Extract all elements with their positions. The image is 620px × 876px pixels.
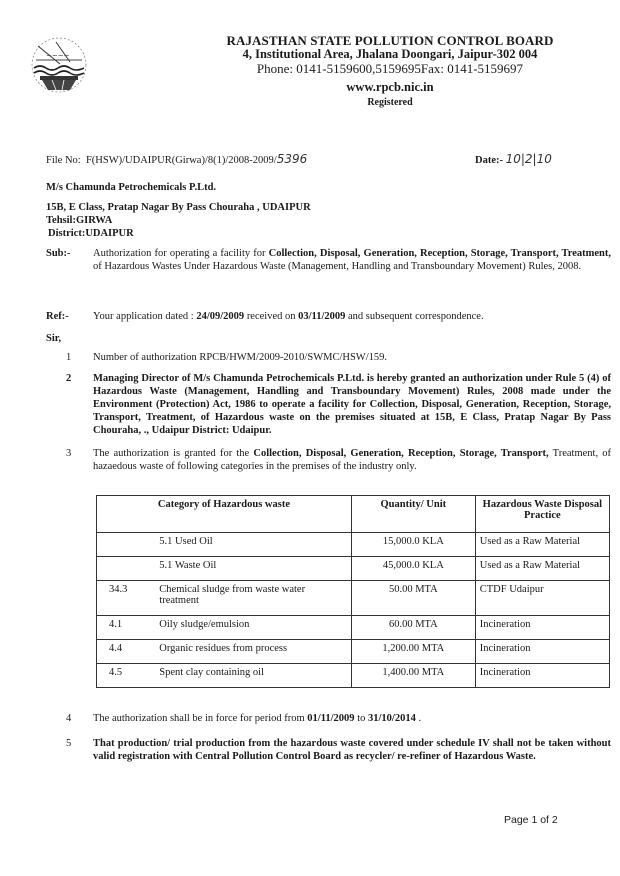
waste-disposal: Incineration xyxy=(475,664,609,688)
registration-condition-text: That production/ trial production from the hazardous waste covered under schedule IV shall not be taken without valid registration with Central Pollution Control Board as recycler/ re-refiner of Hazardous Waste. xyxy=(93,738,611,762)
waste-code: 4.1 xyxy=(97,616,156,640)
organization-name: RAJASTHAN STATE POLLUTION CONTROL BOARD xyxy=(226,33,554,48)
rpcb-emblem-icon xyxy=(30,36,88,94)
letter-date xyxy=(475,153,552,167)
header-disposal: Hazardous Waste Disposal Practice xyxy=(475,496,609,533)
waste-quantity: 1,400.00 MTA xyxy=(351,664,475,688)
date-handwritten: 10|2|10 xyxy=(505,152,552,166)
waste-quantity: 1,200.00 MTA xyxy=(351,640,475,664)
scope-text-bold: Collection, Disposal, Generation, Reception, Storage, Transport, xyxy=(253,448,549,459)
waste-category: Organic residues from process xyxy=(155,640,351,664)
addressee-name: M/s Chamunda Petrochemicals P.Ltd. xyxy=(46,182,217,193)
scope-text-pre: The authorization is granted for the xyxy=(93,448,254,459)
validity-from-date: 01/11/2009 xyxy=(307,713,355,724)
ref-label: Ref:- xyxy=(46,311,69,322)
validity-to-date: 31/10/2014 xyxy=(367,713,416,724)
file-number-handwritten: 5396 xyxy=(276,152,308,166)
waste-code: 34.3 xyxy=(97,581,156,616)
waste-disposal: Incineration xyxy=(475,616,609,640)
waste-category: Spent clay containing oil xyxy=(155,664,351,688)
organization-address: 4, Institutional Area, Jhalana Doongari, Jaipur-302 004 xyxy=(242,47,538,61)
organization-website[interactable]: www.rpcb.nic.in xyxy=(346,80,434,94)
authorization-grant-text: Managing Director of M/s Chamunda Petrochemicals P.Ltd. is hereby granted an authorization under Rule 5 (4) of Hazardous Waste (Management, Handling and Transboundary Movement) Rules, 2008 made under the Environment (Protection) Act, 1986 to operate a facility for Collection, Disposal, Generation, Reception, Storage, Transport, Treatment, of Hazardous waste on the premises situated at 15B, E Class, Pratap Nagar By Pass Chouraha, ., Udaipur District: Udaipur. xyxy=(93,373,611,436)
table-row xyxy=(97,616,610,640)
file-number xyxy=(46,153,307,167)
waste-quantity: 15,000.0 KLA xyxy=(351,533,475,557)
ref-text xyxy=(93,310,611,323)
ref-text-3: and subsequent correspondence. xyxy=(345,311,484,322)
header-category: Category of Hazardous waste xyxy=(97,496,352,533)
date-label: Date:- xyxy=(475,155,503,166)
validity-text-post: . xyxy=(415,713,422,724)
organization-phone: Phone: 0141-5159600,5159695Fax: 0141-5159697 xyxy=(256,61,524,76)
authorization-scope-text xyxy=(93,447,611,473)
table-row xyxy=(97,533,610,557)
waste-quantity: 60.00 MTA xyxy=(351,616,475,640)
waste-category: Chemical sludge from waste water treatment xyxy=(155,581,351,616)
subject-text-post: of Hazardous Wastes Under Hazardous Waste (Management, Handling and Transboundary Movement) Rules, 2008. xyxy=(93,261,582,272)
waste-code: 4.4 xyxy=(97,640,156,664)
item-number: 3 xyxy=(66,448,72,459)
application-date: 24/09/2009 xyxy=(196,311,245,322)
waste-disposal: CTDF Udaipur xyxy=(475,581,609,616)
page-number: Page 1 of 2 xyxy=(504,814,558,826)
item-number: 4 xyxy=(66,713,72,724)
subject-text xyxy=(93,247,611,273)
subject-text-pre: Authorization for operating a facility for xyxy=(93,248,269,259)
scope-text-post: Treatment, of hazaedous waste of following categories in the premises of the industry only. xyxy=(93,448,611,472)
waste-category: 5.1 Used Oil xyxy=(155,533,351,557)
table-row xyxy=(97,557,610,581)
waste-disposal: Used as a Raw Material xyxy=(475,557,609,581)
waste-category: Oily sludge/emulsion xyxy=(155,616,351,640)
addressee-district: District:UDAIPUR xyxy=(48,228,134,239)
waste-quantity: 50.00 MTA xyxy=(351,581,475,616)
item-number: 2 xyxy=(66,373,72,384)
item-number: 1 xyxy=(66,352,72,363)
ref-text-2: received on xyxy=(244,311,299,322)
waste-disposal: Used as a Raw Material xyxy=(475,533,609,557)
waste-code xyxy=(97,533,156,557)
waste-disposal: Incineration xyxy=(475,640,609,664)
validity-text-mid: to xyxy=(354,713,368,724)
subject-label: Sub:- xyxy=(46,248,71,259)
addressee-address: 15B, E Class, Pratap Nagar By Pass Chouraha , UDAIPUR xyxy=(46,202,311,213)
validity-text-pre: The authorization shall be in force for period from xyxy=(93,713,308,724)
svg-text:~~~~: ~~~~ xyxy=(46,52,70,60)
waste-quantity: 45,000.0 KLA xyxy=(351,557,475,581)
table-header-row xyxy=(97,496,610,533)
mail-type: Registered xyxy=(367,97,413,108)
authorization-number: Number of authorization RPCB/HWM/2009-2010/SWMC/HSW/159. xyxy=(93,352,387,363)
table-row xyxy=(97,640,610,664)
waste-code xyxy=(97,557,156,581)
table-row xyxy=(97,664,610,688)
subject-text-bold: Collection, Disposal, Generation, Reception, Storage, Transport, Treatment, xyxy=(268,248,612,259)
hazardous-waste-table xyxy=(96,495,610,688)
header-quantity: Quantity/ Unit xyxy=(351,496,475,533)
addressee-tehsil: Tehsil:GIRWA xyxy=(46,215,113,226)
received-date: 03/11/2009 xyxy=(298,311,346,322)
table-row xyxy=(97,581,610,616)
waste-code: 4.5 xyxy=(97,664,156,688)
file-number-label: File No: xyxy=(46,155,81,166)
salutation: Sir, xyxy=(46,333,62,344)
waste-category: 5.1 Waste Oil xyxy=(155,557,351,581)
item-number: 5 xyxy=(66,738,72,749)
ref-text-1: Your application dated : xyxy=(93,311,197,322)
file-number-value: F(HSW)/UDAIPUR(Girwa)/8(1)/2008-2009/ xyxy=(85,155,277,166)
validity-period-text xyxy=(93,712,611,725)
